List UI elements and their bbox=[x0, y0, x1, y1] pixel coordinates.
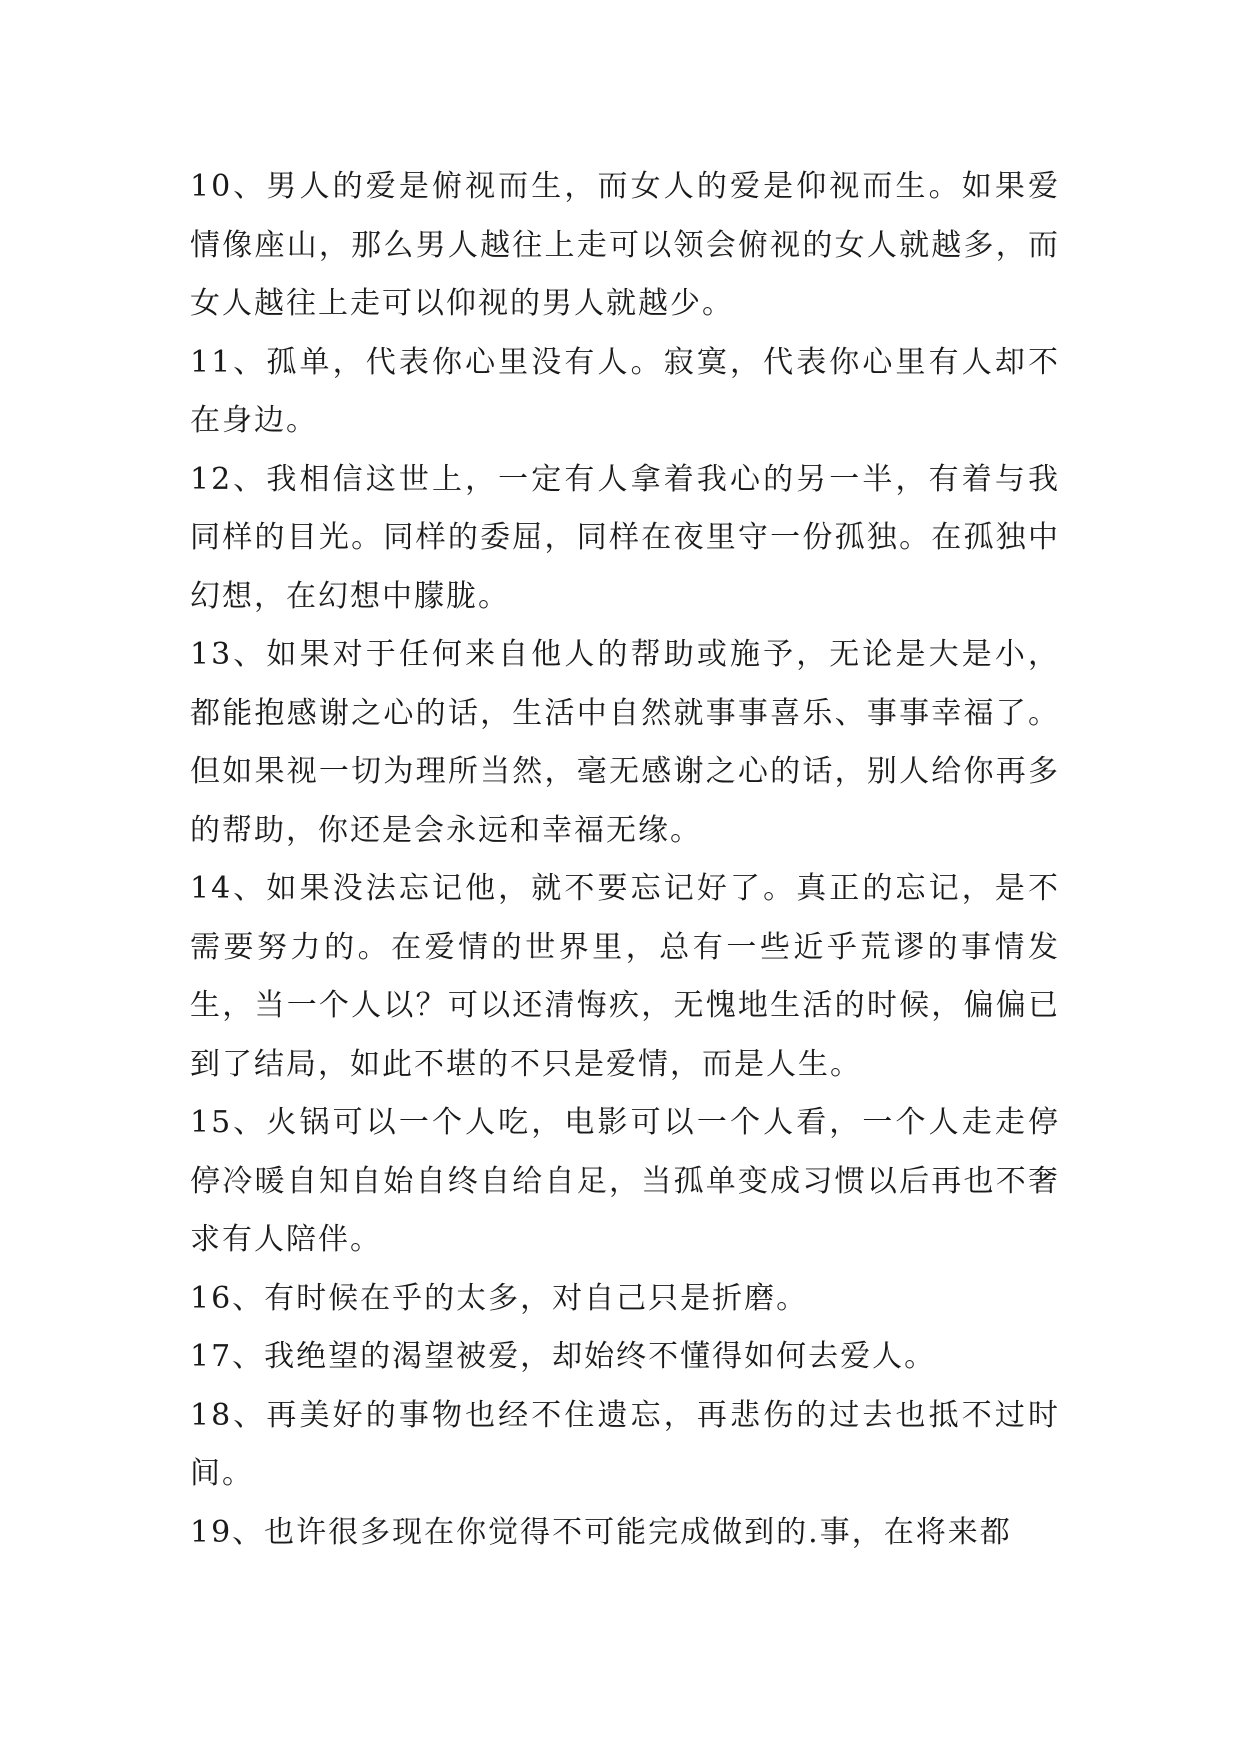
paragraph-15: 15、火锅可以一个人吃，电影可以一个人看，一个人走走停停冷暖自知自始自终自给自足，当孤单变成习惯以后再也不奢求有人陪伴。 bbox=[190, 1105, 1060, 1257]
paragraph-11: 11、孤单，代表你心里没有人。寂寞，代表你心里有人却不在身边。 bbox=[190, 344, 1060, 438]
paragraph-12: 12、我相信这世上，一定有人拿着我心的另一半，有着与我同样的目光。同样的委屈，同样在夜里守一份孤独。在孤独中幻想，在幻想中朦胧。 bbox=[190, 461, 1060, 614]
paragraph-10: 10、男人的爱是俯视而生，而女人的爱是仰视而生。如果爱情像座山，那么男人越往上走可以领会俯视的女人就越多，而女人越往上走可以仰视的男人就越少。 bbox=[190, 169, 1060, 321]
paragraph-13: 13、如果对于任何来自他人的帮助或施予，无论是大是小，都能抱感谢之心的话，生活中自然就事事喜乐、事事幸福了。但如果视一切为理所当然，毫无感谢之心的话，别人给你再多的帮助，你还是会永远和幸福无缘。 bbox=[190, 637, 1060, 848]
paragraph-17: 17、我绝望的渴望被爱，却始终不懂得如何去爱人。 bbox=[190, 1339, 937, 1374]
paragraph-19: 19、也许很多现在你觉得不可能完成做到的.事，在将来都 bbox=[190, 1514, 1012, 1550]
document-body bbox=[190, 158, 1060, 1562]
paragraph-14: 14、如果没法忘记他，就不要忘记好了。真正的忘记，是不需要努力的。在爱情的世界里，总有一些近乎荒谬的事情发生，当一个人以？可以还清悔疚，无愧地生活的时候，偏偏已到了结局，如此不堪的不只是爱情，而是人生。 bbox=[190, 871, 1060, 1082]
paragraph-16: 16、有时候在乎的太多，对自己只是折磨。 bbox=[190, 1280, 809, 1316]
paragraph-18: 18、再美好的事物也经不住遗忘，再悲伤的过去也抵不过时间。 bbox=[190, 1397, 1060, 1491]
